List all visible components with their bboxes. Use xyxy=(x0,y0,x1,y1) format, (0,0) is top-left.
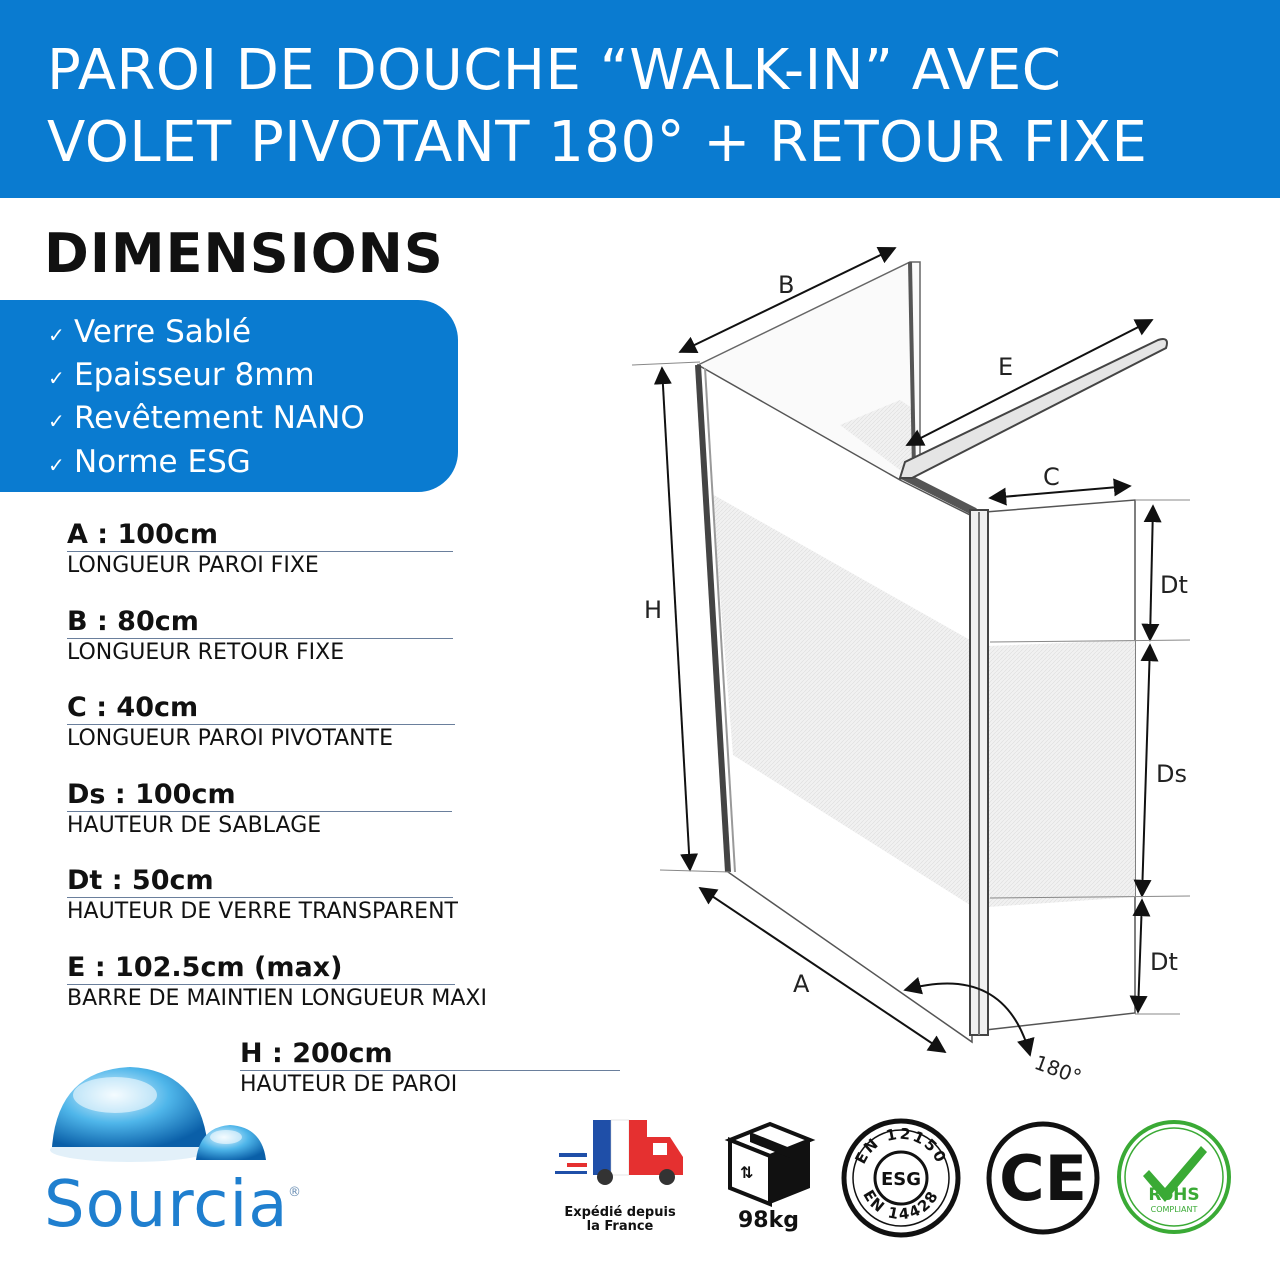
rohs-compliant-icon xyxy=(1115,1118,1233,1236)
spec-description: HAUTEUR DE VERRE TRANSPARENT xyxy=(67,899,458,924)
spec-description: LONGUEUR PAROI FIXE xyxy=(67,553,319,578)
label-c: C xyxy=(1043,463,1060,491)
registered-mark: ® xyxy=(288,1185,301,1200)
water-drop-logo-icon xyxy=(40,1055,280,1170)
label-dt-bottom: Dt xyxy=(1150,948,1178,976)
package-box-icon xyxy=(722,1118,817,1208)
spec-value: E : 102.5cm (max) xyxy=(67,952,343,983)
label-ds: Ds xyxy=(1156,760,1187,788)
spec-description: LONGUEUR RETOUR FIXE xyxy=(67,640,345,665)
label-e: E xyxy=(998,353,1014,381)
shipping-text-line2: la France xyxy=(586,1219,654,1234)
spec-description: BARRE DE MAINTIEN LONGUEUR MAXI xyxy=(67,986,487,1011)
spec-value: A : 100cm xyxy=(67,519,218,550)
svg-text:ESG: ESG xyxy=(880,1169,922,1190)
spec-value: C : 40cm xyxy=(67,692,199,723)
svg-text:RoHS: RoHS xyxy=(1148,1185,1200,1205)
header-title-line1: PAROI DE DOUCHE “WALK-IN” AVEC xyxy=(47,38,1062,103)
svg-text:CE: CE xyxy=(999,1142,1087,1215)
spec-value: B : 80cm xyxy=(67,606,199,637)
weight-text: 98kg xyxy=(738,1208,799,1233)
ce-mark-icon xyxy=(985,1120,1101,1236)
shipping-truck-icon xyxy=(555,1115,690,1195)
svg-text:EN 14428: EN 14428 xyxy=(859,1186,943,1224)
feature-item: ✓ Verre Sablé xyxy=(48,314,252,350)
check-icon: ✓ xyxy=(48,409,65,433)
spec-description: HAUTEUR DE PAROI xyxy=(240,1072,458,1097)
section-title: DIMENSIONS xyxy=(44,222,444,285)
feature-item: ✓ Revêtement NANO xyxy=(48,400,365,436)
svg-text:⇅: ⇅ xyxy=(740,1163,754,1182)
svg-text:EN 12150: EN 12150 xyxy=(851,1124,951,1167)
spec-value: Ds : 100cm xyxy=(67,779,236,810)
brand-name: Sourcia xyxy=(44,1168,289,1242)
spec-description: HAUTEUR DE SABLAGE xyxy=(67,813,322,838)
check-icon: ✓ xyxy=(48,453,65,477)
support-bar xyxy=(900,339,1167,478)
header-title-line2: VOLET PIVOTANT 180° + RETOUR FIXE xyxy=(47,110,1148,175)
pivot-panel xyxy=(970,500,1135,1035)
shipping-text-line1: Expédié depuis xyxy=(564,1205,676,1220)
label-h: H xyxy=(644,596,663,624)
check-icon: ✓ xyxy=(48,323,65,347)
label-dt-top: Dt xyxy=(1160,571,1188,599)
label-b: B xyxy=(778,271,795,299)
spec-description: LONGUEUR PAROI PIVOTANTE xyxy=(67,726,393,751)
spec-value: Dt : 50cm xyxy=(67,865,214,896)
feature-item: ✓ Epaisseur 8mm xyxy=(48,357,315,393)
label-angle: 180° xyxy=(1031,1050,1085,1090)
esg-certification-icon xyxy=(840,1117,962,1239)
label-a: A xyxy=(793,970,810,998)
check-icon: ✓ xyxy=(48,366,65,390)
svg-text:COMPLIANT: COMPLIANT xyxy=(1150,1205,1198,1214)
spec-value: H : 200cm xyxy=(240,1038,393,1069)
feature-item: ✓ Norme ESG xyxy=(48,444,251,480)
